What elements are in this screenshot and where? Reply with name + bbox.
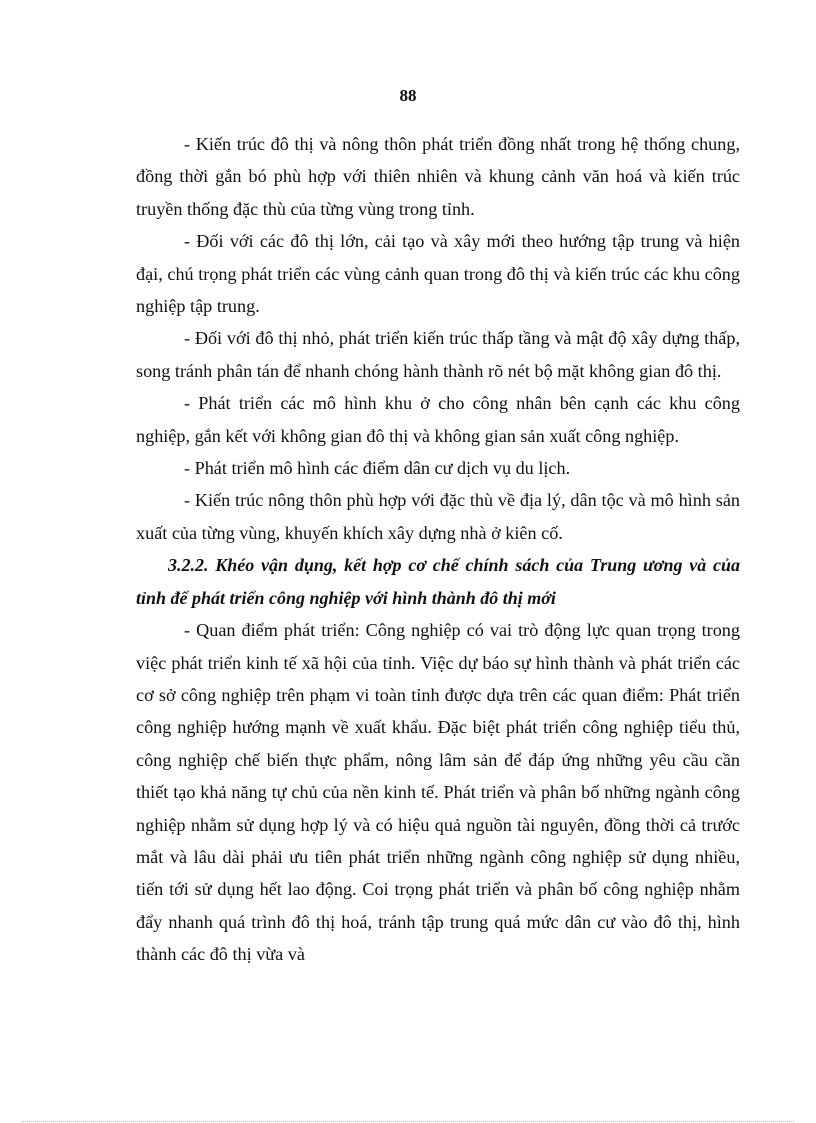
page-bottom-divider	[22, 1121, 794, 1122]
paragraph-large-cities: - Đối với các đô thị lớn, cải tạo và xây mới theo hướng tập trung và hiện đại, chú trọng phát triển các vùng cảnh quan trong đô thị và kiến trúc các khu công nghiệp tập trung.	[136, 231, 740, 317]
paragraph-rural-architecture: - Kiến trúc nông thôn phù hợp với đặc thù về địa lý, dân tộc và mô hình sản xuất của từng vùng, khuyến khích xây dựng nhà ở kiên cố.	[136, 490, 740, 543]
paragraph-urban-rural-architecture: - Kiến trúc đô thị và nông thôn phát triển đồng nhất trong hệ thống chung, đồng thời gắn bó phù hợp với thiên nhiên và khung cảnh văn hoá và kiến trúc truyền thống đặc thù của từng vùng trong tỉnh.	[136, 134, 740, 219]
document-body	[136, 128, 740, 971]
page-number: 88	[399, 86, 417, 105]
paragraph-small-cities: - Đối với đô thị nhỏ, phát triển kiến trúc thấp tầng và mật độ xây dựng thấp, song tránh phân tán để nhanh chóng hành thành rõ nét bộ mặt không gian đô thị.	[136, 328, 740, 381]
paragraph-development-viewpoint: - Quan điểm phát triển: Công nghiệp có vai trò động lực quan trọng trong việc phát triển kinh tế xã hội của tỉnh. Việc dự báo sự hình thành và phát triển các cơ sở công nghiệp trên phạm vi toàn tỉnh được dựa trên các quan điểm: Phát triển công nghiệp hướng mạnh về xuất khẩu. Đặc biệt phát triển công nghiệp tiểu thủ, công nghiệp chế biến thực phẩm, nông lâm sản để đáp ứng những yêu cầu cần thiết tạo khả năng tự chủ của nền kinh tế. Phát triển và phân bố những ngành công nghiệp nhằm sử dụng hợp lý và có hiệu quả nguồn tài nguyên, đồng thời cả trước mắt và lâu dài phải ưu tiên phát triển những ngành công nghiệp sử dụng nhiều, tiến tới sử dụng hết lao động. Coi trọng phát triển và phân bố công nghiệp nhằm đẩy nhanh quá trình đô thị hoá, tránh tập trung quá mức dân cư vào đô thị, hình thành các đô thị vừa và	[136, 620, 740, 965]
paragraph-worker-housing: - Phát triển các mô hình khu ở cho công nhân bên cạnh các khu công nghiệp, gắn kết với không gian đô thị và không gian sản xuất công nghiệp.	[136, 393, 740, 446]
paragraph-tourism-settlements: - Phát triển mô hình các điểm dân cư dịch vụ du lịch.	[184, 458, 571, 479]
section-heading: 3.2.2. Khéo vận dụng, kết hợp cơ chế chính sách của Trung ương và của tỉnh để phát triển công nghiệp với hình thành đô thị mới	[136, 555, 740, 608]
